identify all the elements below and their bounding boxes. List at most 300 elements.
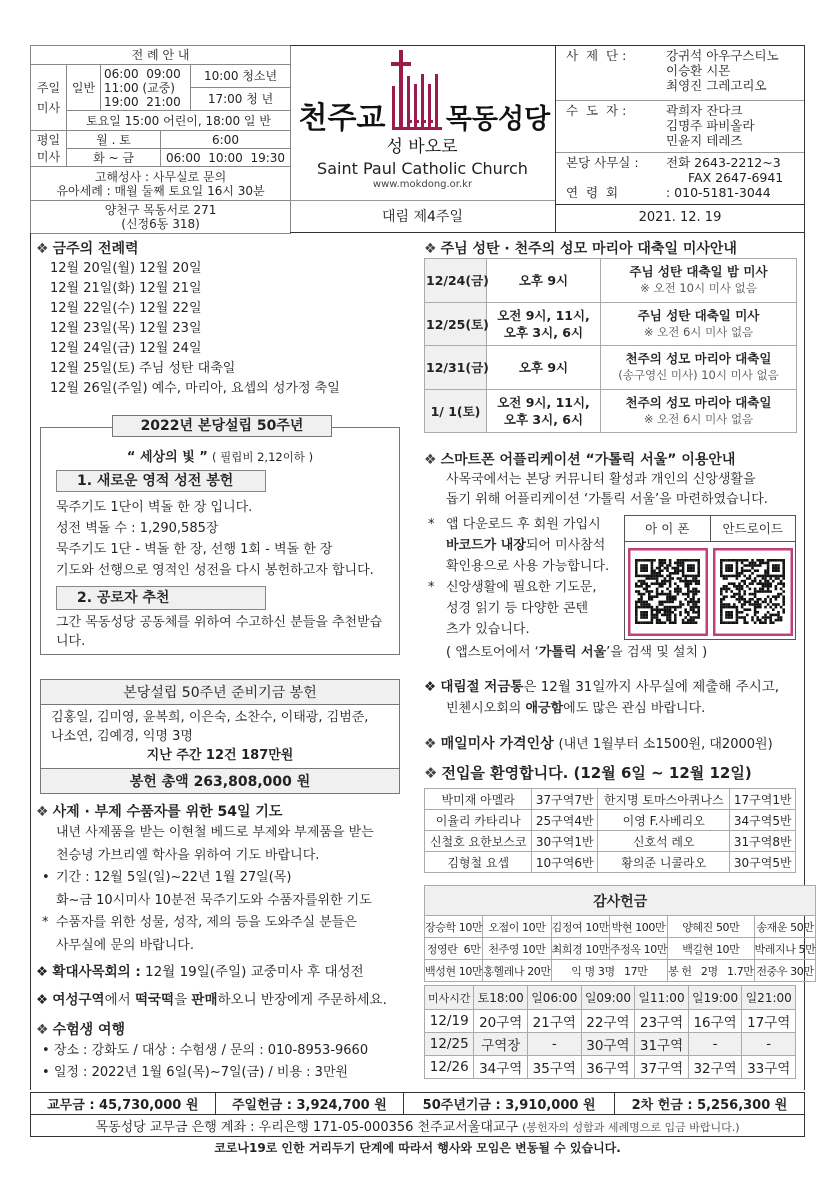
qr-module [635,608,638,611]
qr-module [653,595,656,598]
qr-module [764,606,767,609]
qr-module [764,614,767,617]
qr-module [635,621,638,624]
qr-module [746,564,749,567]
date-cell: 12/26 [425,1056,474,1079]
qr-module [751,562,754,565]
diamond-bullet-icon: ❖ [424,241,437,257]
qr-module [640,614,643,617]
donor-cell: 봉 헌 2명 1.7만 [668,960,754,982]
qr-module [782,569,785,572]
text-segment: 은 12월 31일까지 사무실에 제출해 주시고, [523,679,780,695]
qr-module [684,580,687,583]
qr-module [764,577,767,580]
qr-module [679,590,682,593]
qr-module [676,590,679,593]
qr-module [740,572,743,575]
qr-module [753,595,756,598]
qr-module [756,569,759,572]
qr-module [738,598,741,601]
weekday-times: 6:00 [161,131,291,149]
qr-module [766,611,769,614]
qr-module [779,582,782,585]
qr-module [658,593,661,596]
qr-module [640,616,643,619]
prayer-line [42,867,374,890]
qr-module [725,567,728,570]
qr-module [635,575,638,578]
qr-module [674,562,677,565]
qr-module [684,559,687,562]
qr-module [637,575,640,578]
qr-module [730,606,733,609]
qr-module [635,572,638,575]
duty-cell: 23구역 [635,1010,689,1033]
diamond-bullet-icon: ❖ [36,804,49,820]
qr-module [743,598,746,601]
qr-module [720,608,723,611]
qr-module [648,577,651,580]
qr-module [746,621,749,624]
qr-module [766,559,769,562]
qr-module [727,559,730,562]
fund-total: 봉헌 총액 263,808,000 원 [41,769,400,794]
qr-module [753,564,756,567]
qr-module [676,606,679,609]
prayer-text-line: 수품자를 위한 성물, 성작, 제의 등을 도와주실 분들은 [56,915,357,930]
youth-mass: 10:00 청소년 [191,65,291,88]
qr-module [645,616,648,619]
parish-info [555,45,805,233]
total-cell: 50주년기금 : 3,910,000 원 [404,1093,615,1115]
qr-module [694,559,697,562]
qr-module [772,564,775,567]
qr-module [753,569,756,572]
qr-module [661,601,664,604]
qr-module [774,619,777,622]
qr-module [769,559,772,562]
qr-module [697,608,700,611]
qr-module [687,614,690,617]
trip-line [42,1040,368,1062]
donor-cell: 홍헬레나 20만 [483,960,551,982]
qr-module [681,559,684,562]
qr-module [774,567,777,570]
qr-module [733,559,736,562]
qr-module [650,619,653,622]
qr-module [748,593,751,596]
qr-module [681,619,684,622]
qr-module [689,616,692,619]
qr-module [645,588,648,591]
qr-module [753,588,756,591]
qr-module [769,575,772,578]
qr-module [735,588,738,591]
header-cell: 토18:00 [474,986,528,1010]
qr-module [735,614,738,617]
header-cell: 일21:00 [742,986,796,1010]
qr-module [725,603,728,606]
name-cell: 황의준 니콜라오 [597,852,730,873]
mass-note: ※ 오전 10시 미사 없음 [640,281,757,296]
qr-module [655,595,658,598]
qr-module [761,590,764,593]
qr-module [743,621,746,624]
mass-name [601,259,797,303]
qr-module [777,616,780,619]
qr-module [676,593,679,596]
clergy: 사 제 단 : 강귀석 아우구스티노 이승환 시몬 최영진 그레고리오 [556,46,804,101]
iphone-qr-code-icon[interactable] [628,548,708,636]
qr-module [697,562,700,565]
qr-module [650,575,653,578]
qr-module [642,575,645,578]
qr-module [777,582,780,585]
qr-module [746,585,749,588]
qr-module [640,564,643,567]
qr-module [637,590,640,593]
qr-module [740,569,743,572]
qr-module [720,619,723,622]
qr-module [738,585,741,588]
qr-module [738,595,741,598]
note-text: 성경 읽기 등 다양한 콘텐 [446,601,589,616]
qr-module [782,564,785,567]
donor-cell: 송재운 50만 [754,916,816,938]
qr-module [725,616,728,619]
qr-module [774,603,777,606]
qr-module [733,606,736,609]
qr-module [751,603,754,606]
qr-module [668,593,671,596]
weekday-mass-label: 평일 미사 [31,131,67,167]
mass-title: 천주의 성모 마리아 대축일 [625,394,772,410]
duty-cell: 34구역 [474,1056,528,1079]
qr-module [697,614,700,617]
qr-module [681,564,684,567]
qr-module [727,611,730,614]
qr-module [743,580,746,583]
name-cell: 신호석 레오 [597,831,730,852]
qr-module [687,580,690,583]
donor-cell: 양혜진 50만 [668,916,754,938]
qr-module [661,603,664,606]
qr-module [782,601,785,604]
qr-module [751,582,754,585]
qr-module [635,562,638,565]
text-segment: 바코드가 내장 [446,538,526,553]
qr-module [666,601,669,604]
thanks-offering-table [424,885,816,982]
qr-module [764,619,767,622]
qr-module [759,564,762,567]
qr-module [692,608,695,611]
text-segment: ’을 검색 및 설치 ) [606,645,708,660]
qr-module [727,575,730,578]
qr-module [661,575,664,578]
qr-module [764,585,767,588]
qr-module [735,616,738,619]
qr-module [738,593,741,596]
qr-module [666,580,669,583]
qr-module [697,611,700,614]
qr-module [753,562,756,565]
qr-module [658,601,661,604]
qr-module [679,580,682,583]
qr-module [720,614,723,617]
qr-module [684,582,687,585]
logo-url[interactable]: www.mokdong.or.kr [372,179,473,190]
qr-module [640,582,643,585]
qr-module [663,562,666,565]
qr-module [756,590,759,593]
asterisk-icon: * [428,517,435,532]
date-cell: 12/25 [425,1033,474,1056]
qr-module [650,608,653,611]
qr-module [645,559,648,562]
qr-module [692,606,695,609]
qr-module [640,611,643,614]
text-segment: 확인용으로 사용 가능합니다. [446,559,610,574]
qr-module [648,575,651,578]
qr-module [720,562,723,565]
android-label: 안드로이드 [722,521,783,536]
qr-module [777,614,780,617]
app-note-line [428,556,609,577]
qr-module [730,611,733,614]
mass-name [601,389,797,433]
qr-module [779,593,782,596]
qr-module [761,562,764,565]
duty-cell: 37구역 [635,1056,689,1079]
qr-module [684,577,687,580]
qr-module [751,580,754,583]
qr-module [674,608,677,611]
qr-module [668,585,671,588]
qr-module [740,598,743,601]
qr-module [766,575,769,578]
qr-module [642,567,645,570]
qr-module [635,614,638,617]
app-notes [428,514,609,640]
qr-module [666,611,669,614]
qr-module [687,603,690,606]
qr-module [769,585,772,588]
qr-module [661,564,664,567]
qr-module [751,567,754,570]
qr-module [674,588,677,591]
qr-module [676,569,679,572]
qr-module [779,580,782,583]
qr-module [640,575,643,578]
qr-module [648,598,651,601]
qr-module [743,564,746,567]
app-note-line [428,619,609,640]
text-segment: 앱 다운로드 후 회원 가입시 [446,517,601,532]
qr-module [743,616,746,619]
calendar-list [50,259,340,399]
qr-module [727,614,730,617]
qr-module [655,577,658,580]
qr-module [637,601,640,604]
qr-module [663,559,666,562]
qr-module [725,575,728,578]
mass-date: 1/ 1(토) [425,389,487,433]
qr-module [730,614,733,617]
qr-module [730,569,733,572]
qr-module [674,572,677,575]
qr-module [658,585,661,588]
qr-module [756,598,759,601]
prayer-text-line: 사무실에 문의 바랍니다. [56,937,194,953]
anniversary-motto: “ 세상의 빛 ” ( 필립비 2,12이하 ) [126,450,314,465]
district-cell: 30구역5반 [730,852,796,873]
qr-module [642,588,645,591]
qr-module [642,603,645,606]
qr-module [671,621,674,624]
qr-module [753,606,756,609]
qr-module [650,569,653,572]
qr-module [653,614,656,617]
qr-module [668,564,671,567]
calendar-title: ❖ 금주의 전례력 [36,241,139,257]
qr-module [774,559,777,562]
qr-module [671,606,674,609]
qr-module [681,575,684,578]
qr-module [756,611,759,614]
qr-module [725,588,728,591]
qr-module [676,572,679,575]
qr-module [694,580,697,583]
qr-module [668,598,671,601]
qr-module [772,569,775,572]
qr-module [766,595,769,598]
qr-module [653,608,656,611]
qr-module [674,598,677,601]
qr-module [766,590,769,593]
qr-module [666,564,669,567]
qr-module [720,606,723,609]
qr-module [743,569,746,572]
qr-module [751,564,754,567]
qr-module [642,582,645,585]
app-note-line [428,535,609,556]
qr-module [720,616,723,619]
prayer-line [42,822,374,845]
qr-module [725,559,728,562]
qr-module [655,606,658,609]
christmas-mass-table [424,258,797,433]
qr-module [782,567,785,570]
text-line: 묵주기도 1단이 벽돌 한 장 입니다. [56,500,253,515]
text-line: 성전 벽돌 수 : 1,290,585장 [56,521,219,536]
qr-module [769,582,772,585]
qr-module [687,621,690,624]
donor-cell: 최희경 10만 [551,938,609,960]
donor-cell: 박현 100만 [609,916,667,938]
qr-module [740,595,743,598]
qr-module [766,616,769,619]
qr-module [637,585,640,588]
qr-module [658,562,661,565]
qr-module [764,582,767,585]
qr-module [689,575,692,578]
bullet-icon: • [42,870,50,885]
mass-time: 오전 9시, 11시, 오후 3시, 6시 [487,302,601,346]
qr-module [725,590,728,593]
qr-module [720,611,723,614]
qr-module [645,614,648,617]
text-line: 묵주기도 1단 - 벽돌 한 장, 선행 1회 - 벽돌 한 장 [56,542,333,557]
table-header [425,986,796,1010]
qr-module [766,603,769,606]
qr-module [676,585,679,588]
qr-module [764,598,767,601]
qr-module [642,601,645,604]
qr-module [645,621,648,624]
qr-module [730,564,733,567]
qr-module [687,595,690,598]
qr-module [692,619,695,622]
qr-module [753,611,756,614]
qr-module [743,575,746,578]
qr-module [777,564,780,567]
qr-module [661,582,664,585]
qr-module [725,611,728,614]
qr-module [756,603,759,606]
qr-module [759,575,762,578]
qr-module [655,567,658,570]
note-text: 츠가 있습니다. [446,622,530,637]
qr-module [635,611,638,614]
qr-module [653,582,656,585]
qr-module [735,611,738,614]
qr-module [668,575,671,578]
qr-module [733,585,736,588]
text-segment: 에도 많은 관심 바랍니다. [563,701,706,716]
app-note-line [428,598,609,619]
qr-module [777,575,780,578]
android-qr-code-icon[interactable] [713,548,793,636]
qr-module [687,588,690,591]
prayer-title: ❖ 사제 · 부제 수품자를 위한 54일 기도 [36,804,283,820]
qr-module [679,588,682,591]
qr-module [727,603,730,606]
calendar-item: 12월 26일(주일) 예수, 마리아, 요셉의 성가정 축일 [50,381,340,396]
name-cell: 한지명 토마스아퀴나스 [597,789,730,810]
duty-cell: 33구역 [742,1056,796,1079]
qr-module [681,603,684,606]
trip-text: 장소 : 강화도 / 대상 : 수험생 / 문의 : 010-8953-9660 [53,1043,369,1058]
qr-module [687,575,690,578]
qr-module [764,601,767,604]
qr-module [769,616,772,619]
qr-module [774,595,777,598]
qr-module [671,598,674,601]
qr-module [722,585,725,588]
mass-duty-table [424,985,796,1079]
new-temple-heading: 1. 새로운 영적 성전 봉헌 [56,470,266,492]
qr-module [658,559,661,562]
iphone-label: 아 이 폰 [625,516,711,541]
qr-module [753,577,756,580]
qr-module [663,580,666,583]
qr-module [679,569,682,572]
note-text: 신앙생활에 필요한 기도문, [446,580,597,595]
qr-module [637,593,640,596]
qr-module [748,582,751,585]
address: 양천구 목동서로 271 (신정6동 318) [31,201,291,234]
